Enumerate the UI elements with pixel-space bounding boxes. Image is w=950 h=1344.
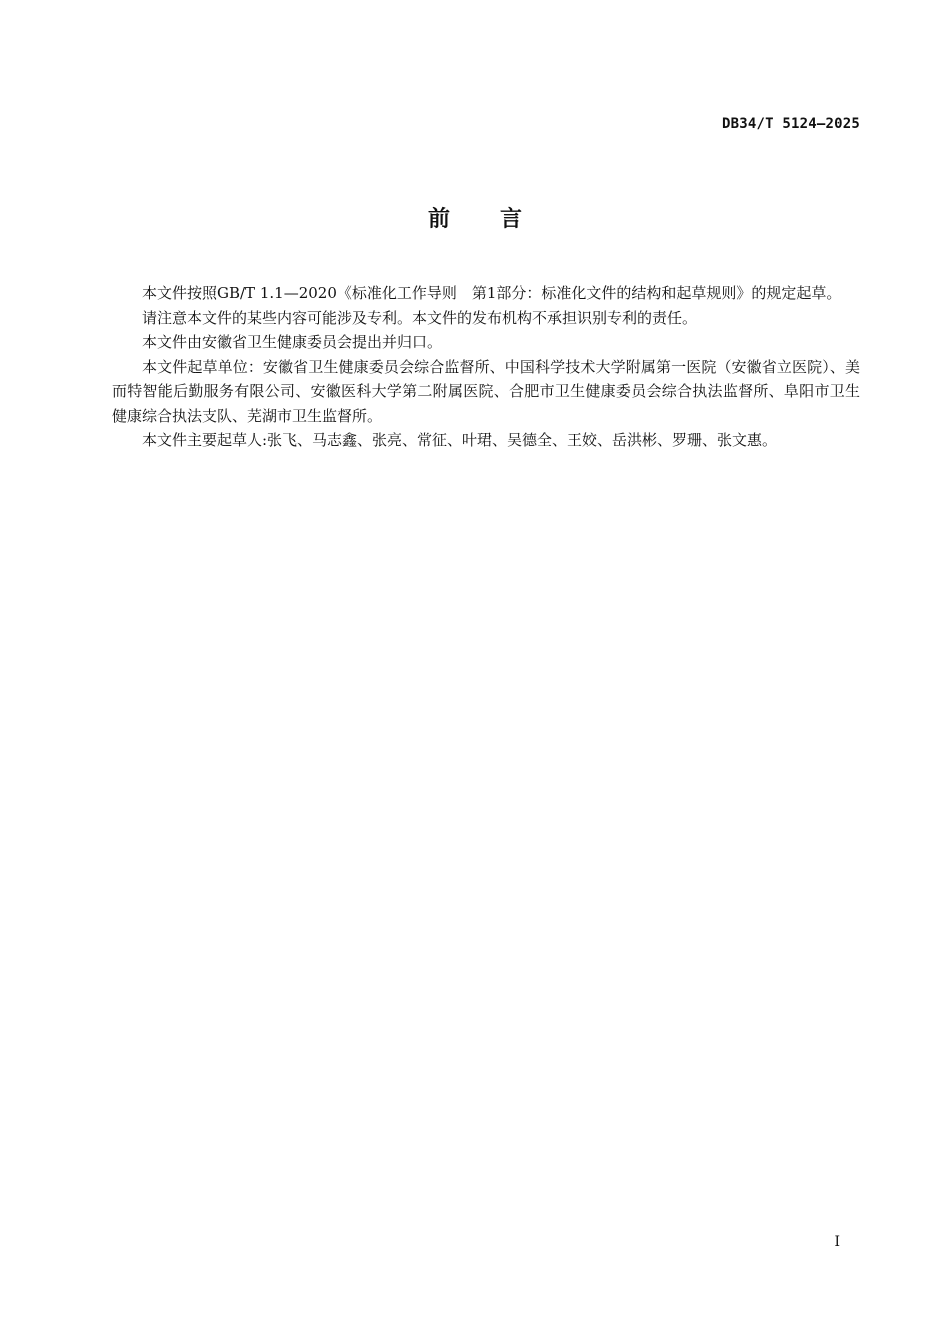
paragraph-drafting-units: 本文件起草单位：安徽省卫生健康委员会综合监督所、中国科学技术大学附属第一医院（安徽省立医院）、美而特智能后勤服务有限公司、安徽医科大学第二附属医院、合肥市卫生健康委员会综合执法监督所、阜阳市卫生健康综合执法支队、芜湖市卫生监督所。	[112, 357, 860, 425]
paragraph-patent-notice: 请注意本文件的某些内容可能涉及专利。本文件的发布机构不承担识别专利的责任。	[142, 308, 698, 327]
foreword-body	[112, 281, 860, 453]
paragraph-drafting-rules: 本文件按照GB/T 1.1—2020《标准化工作导则 第1部分：标准化文件的结构和起草规则》的规定起草。	[142, 284, 842, 302]
page-number: I	[834, 1234, 840, 1250]
document-code: DB34/T 5124—2025	[721, 116, 860, 132]
page-title: 前言	[427, 207, 572, 232]
paragraph-drafters: 本文件主要起草人:张飞、马志鑫、张亮、常征、叶珺、吴德全、王姣、岳洪彬、罗珊、张文惠。	[142, 431, 778, 449]
paragraph-proposer: 本文件由安徽省卫生健康委员会提出并归口。	[142, 333, 443, 351]
